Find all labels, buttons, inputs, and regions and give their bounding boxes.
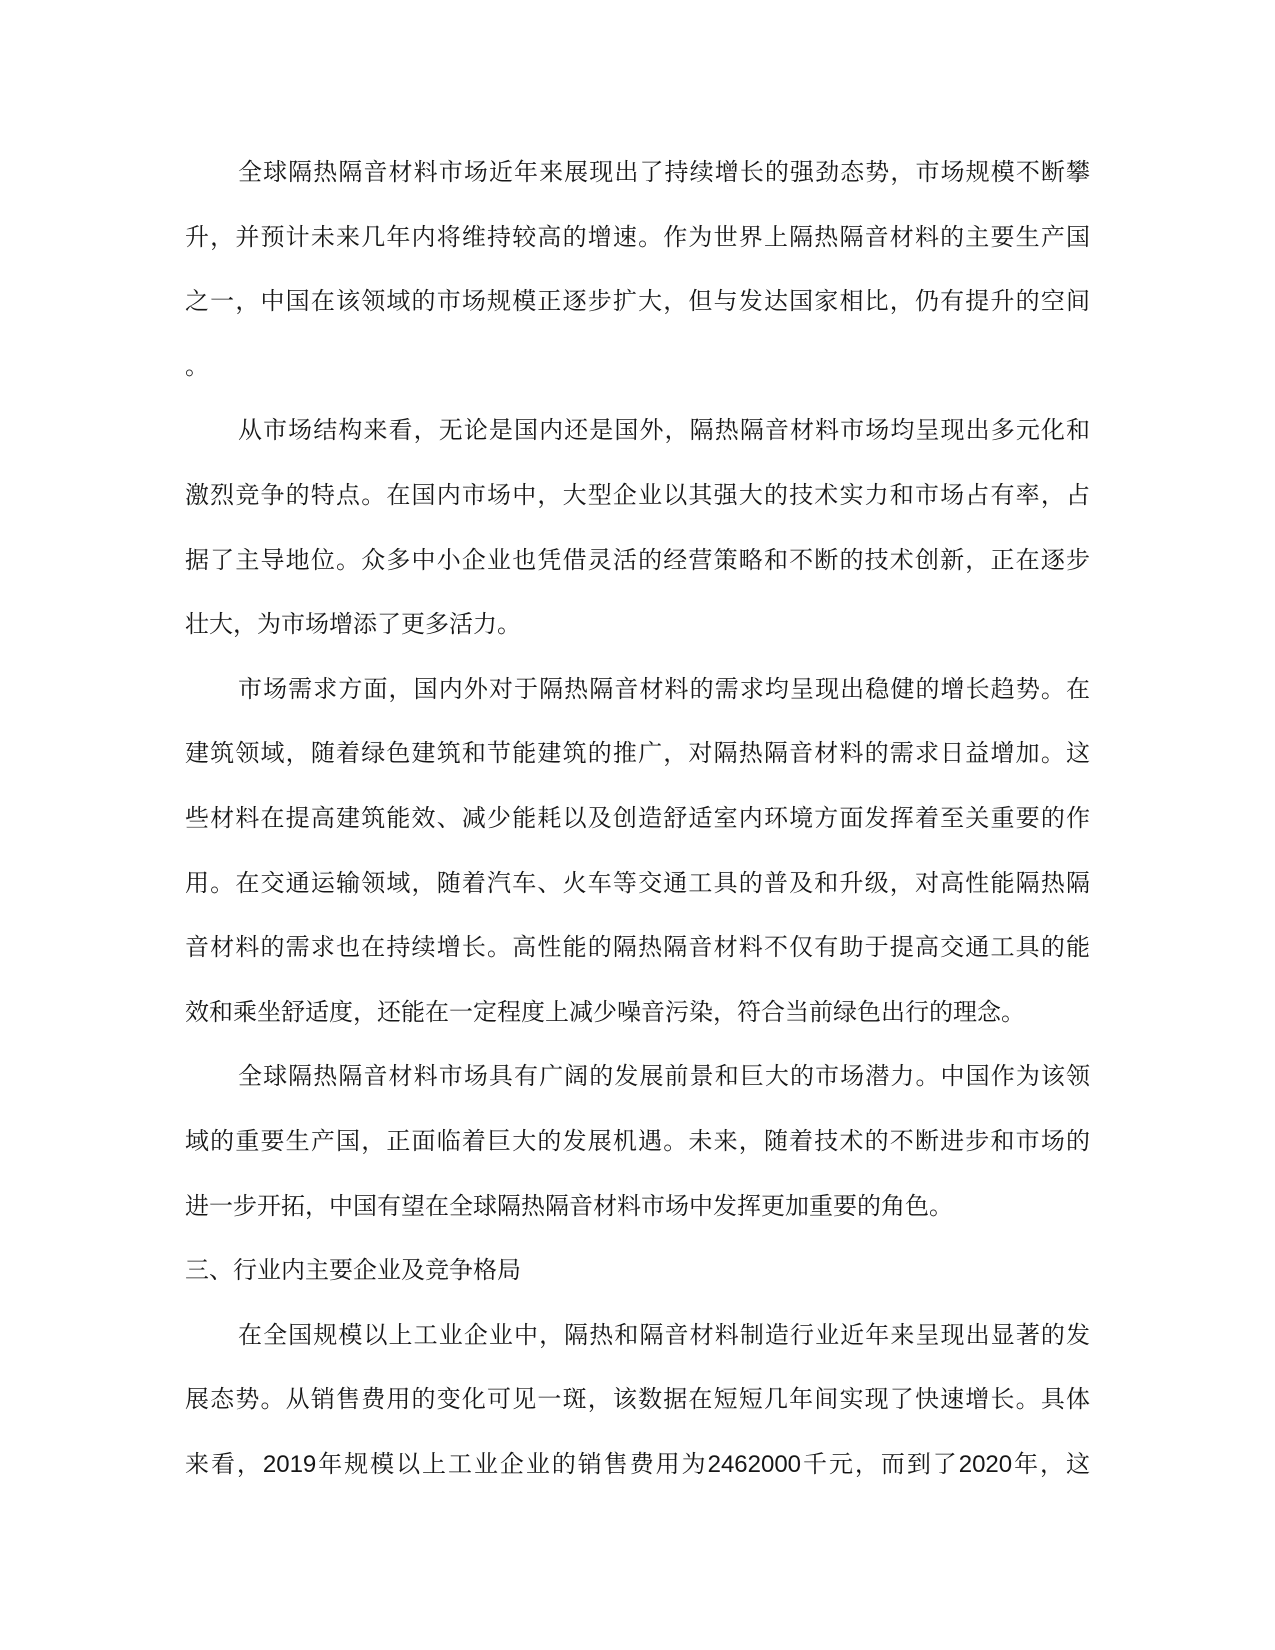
text-line: 全球隔热隔音材料市场近年来展现出了持续增长的强劲态势，市场规模不断攀 bbox=[238, 159, 1090, 186]
text-line: 用。在交通运输领域，随着汽车、火车等交通工具的普及和升级，对高性能隔热隔 bbox=[185, 869, 1090, 897]
text-line: 壮大，为市场增添了更多活力。 bbox=[185, 611, 521, 639]
text-line: 全球隔热隔音材料市场具有广阔的发展前景和巨大的市场潜力。中国作为该领 bbox=[238, 1063, 1090, 1091]
text-line: 升，并预计未来几年内将维持较高的增速。作为世界上隔热隔音材料的主要生产国 bbox=[185, 223, 1090, 251]
document-body bbox=[185, 141, 1090, 1497]
text-line: 效和乘坐舒适度，还能在一定程度上减少噪音污染，符合当前绿色出行的理念。 bbox=[185, 998, 1025, 1026]
text-line: 激烈竞争的特点。在国内市场中，大型企业以其强大的技术实力和市场占有率，占 bbox=[185, 481, 1090, 509]
body-paragraph bbox=[185, 399, 1090, 657]
text-line: 之一，中国在该领域的市场规模正逐步扩大，但与发达国家相比，仍有提升的空间 bbox=[185, 288, 1090, 316]
text-line: 。 bbox=[185, 352, 209, 380]
body-paragraph bbox=[185, 141, 1090, 399]
body-paragraph bbox=[185, 1045, 1090, 1239]
text-line: 展态势。从销售费用的变化可见一斑，该数据在短短几年间实现了快速增长。具体 bbox=[185, 1386, 1090, 1414]
body-paragraph bbox=[185, 658, 1090, 1046]
text-line: 据了主导地位。众多中小企业也凭借灵活的经营策略和不断的技术创新，正在逐步 bbox=[185, 546, 1090, 574]
text-line: 进一步开拓，中国有望在全球隔热隔音材料市场中发挥更加重要的角色。 bbox=[185, 1192, 953, 1220]
text-line: 在全国规模以上工业企业中，隔热和隔音材料制造行业近年来呈现出显著的发 bbox=[238, 1321, 1090, 1349]
section-heading bbox=[185, 1239, 1090, 1304]
heading-text-line: 三、行业内主要企业及竞争格局 bbox=[185, 1257, 521, 1285]
text-line: 市场需求方面，国内外对于隔热隔音材料的需求均呈现出稳健的增长趋势。在 bbox=[238, 675, 1090, 703]
text-line: 音材料的需求也在持续增长。高性能的隔热隔音材料不仅有助于提高交通工具的能 bbox=[185, 934, 1090, 962]
text-line: 从市场结构来看，无论是国内还是国外，隔热隔音材料市场均呈现出多元化和 bbox=[238, 417, 1090, 445]
text-line: 些材料在提高建筑能效、减少能耗以及创造舒适室内环境方面发挥着至关重要的作 bbox=[185, 804, 1090, 832]
text-line: 来看，2019年规模以上工业企业的销售费用为2462000千元，而到了2020年，这 bbox=[185, 1450, 1090, 1478]
text-line: 建筑领域，随着绿色建筑和节能建筑的推广，对隔热隔音材料的需求日益增加。这 bbox=[185, 740, 1090, 768]
body-paragraph bbox=[185, 1304, 1090, 1498]
text-line: 域的重要生产国，正面临着巨大的发展机遇。未来，随着技术的不断进步和市场的 bbox=[185, 1127, 1090, 1155]
